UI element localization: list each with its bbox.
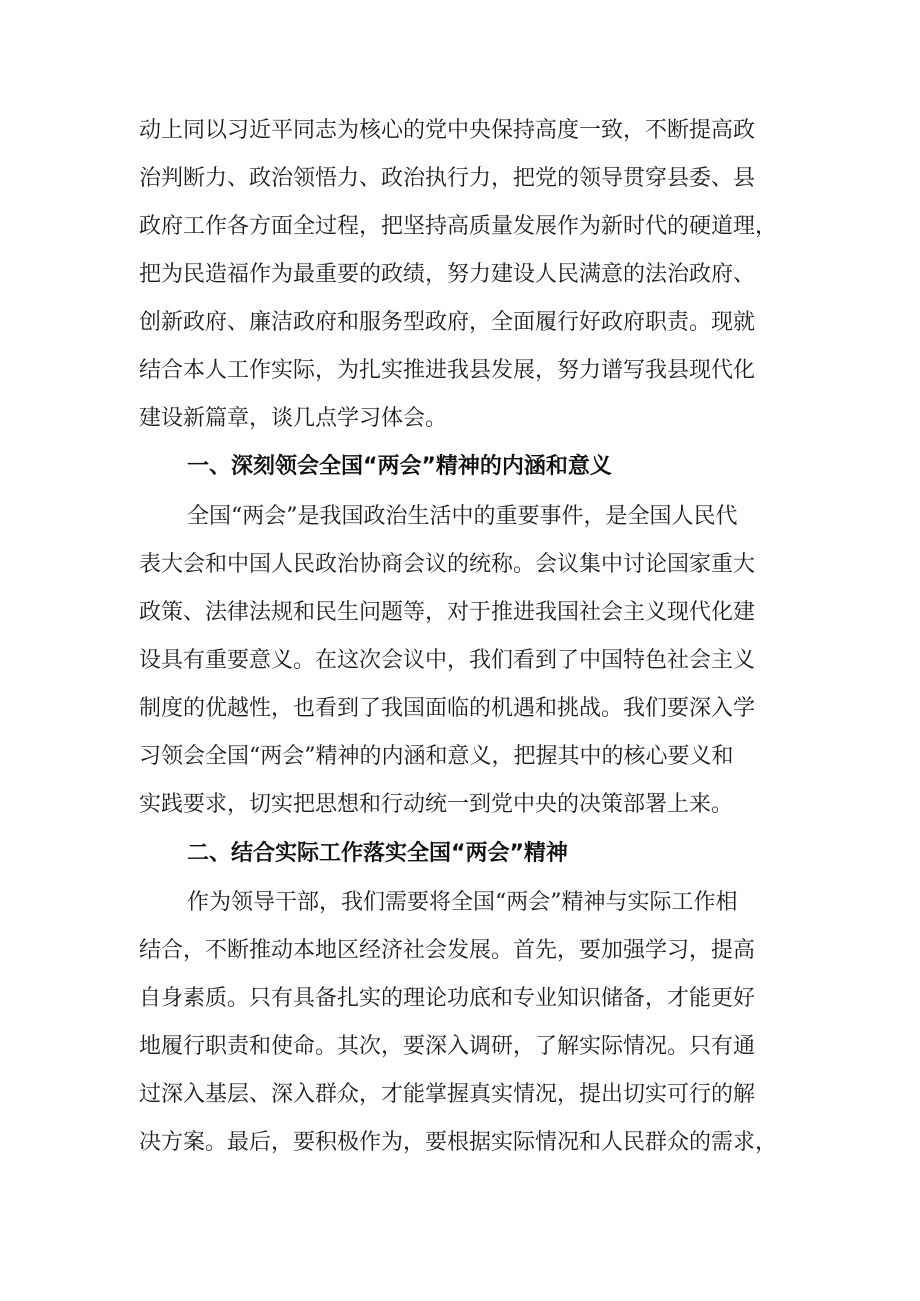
text-line: 政策、法律法规和民生问题等，对于推进我国社会主义现代化建 — [139, 600, 756, 625]
text-line: 动上同以习近平同志为核心的党中央保持高度一致，不断提高政 — [139, 118, 756, 143]
text-line: 全国“两会”是我国政治生活中的重要事件，是全国人民代 — [187, 504, 738, 529]
text-line: 建设新篇章，谈几点学习体会。 — [139, 406, 448, 431]
text-line: 把为民造福作为最重要的政绩，努力建设人民满意的法治政府、 — [139, 262, 756, 287]
text-line: 过深入基层、深入群众，才能掌握真实情况，提出切实可行的解 — [139, 1082, 756, 1107]
text-line: 结合本人工作实际，为扎实推进我县发展，努力谱写我县现代化 — [139, 358, 756, 383]
text-line: 创新政府、廉洁政府和服务型政府，全面履行好政府职责。现就 — [139, 310, 756, 335]
section-heading-2: 二、结合实际工作落实全国“两会”精神 — [187, 841, 568, 866]
text-line: 作为领导干部，我们需要将全国“两会”精神与实际工作相 — [187, 890, 738, 915]
text-line: 设具有重要意义。在这次会议中，我们看到了中国特色社会主义 — [139, 648, 756, 673]
text-line: 决方案。最后，要积极作为，要根据实际情况和人民群众的需求， — [139, 1130, 778, 1155]
text-line: 实践要求，切实把思想和行动统一到党中央的决策部署上来。 — [139, 792, 734, 817]
section-heading-1: 一、深刻领会全国“两会”精神的内涵和意义 — [187, 454, 612, 479]
text-line: 习领会全国“两会”精神的内涵和意义，把握其中的核心要义和 — [139, 744, 734, 769]
text-line: 自身素质。只有具备扎实的理论功底和专业知识储备，才能更好 — [139, 986, 756, 1011]
text-line: 制度的优越性，也看到了我国面临的机遇和挑战。我们要深入学 — [139, 696, 756, 721]
text-line: 地履行职责和使命。其次，要深入调研，了解实际情况。只有通 — [139, 1034, 756, 1059]
text-line: 政府工作各方面全过程，把坚持高质量发展作为新时代的硬道理， — [139, 214, 778, 239]
text-line: 表大会和中国人民政治协商会议的统称。会议集中讨论国家重大 — [139, 552, 756, 577]
text-line: 治判断力、政治领悟力、政治执行力，把党的领导贯穿县委、县 — [139, 166, 756, 191]
text-line: 结合，不断推动本地区经济社会发展。首先，要加强学习，提高 — [139, 938, 756, 963]
